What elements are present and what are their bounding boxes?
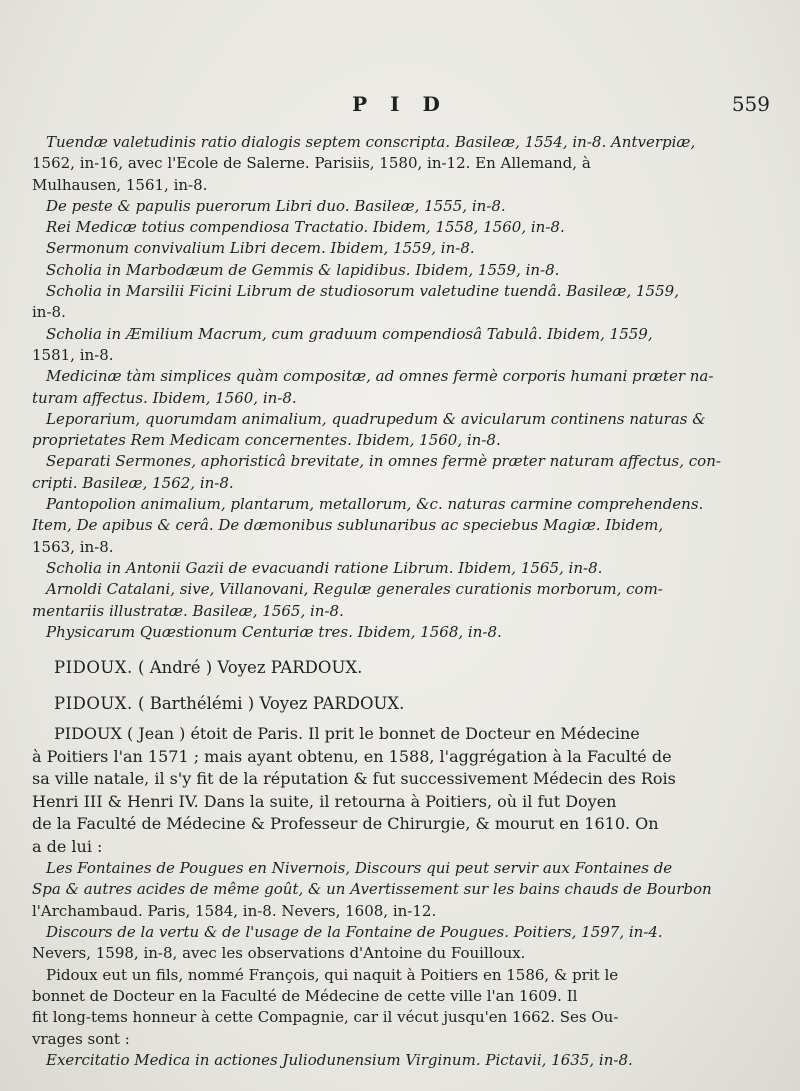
page-number: 559 (731, 92, 770, 116)
text-line: bonnet de Docteur en la Faculté de Médecine de cette ville l'an 1609. Il (32, 986, 578, 1005)
text-line: de la Faculté de Médecine & Professeur de Chirurgie, & mourut en 1610. On (32, 814, 659, 834)
text-line: 1563, in-8. (32, 537, 114, 556)
entry-text: ( Barthélémi ) Voyez PARDOUX. (138, 694, 405, 714)
text-line: Scholia in Marsilii Ficini Librum de studiosorum valetudine tuendâ. Basileæ, 1559, (46, 282, 679, 301)
text-line: De peste & papulis puerorum Libri duo. Basileæ, 1555, in-8. (46, 196, 506, 215)
text-line: a de lui : (32, 836, 103, 856)
text-line: à Poitiers l'an 1571 ; mais ayant obtenu, en 1588, l'aggrégation à la Faculté de (32, 746, 672, 766)
text-line: cripti. Basileæ, 1562, in-8. (32, 473, 234, 492)
text-line: vrages sont : (32, 1029, 130, 1048)
entry-pidoux-barthelemi (32, 693, 772, 715)
text-line: Separati Sermones, aphoristicâ brevitate, in omnes fermè præter naturam affectus, con- (46, 452, 721, 471)
text-line: l'Archambaud. Paris, 1584, in-8. Nevers, 1608, in-12. (32, 901, 437, 920)
text-line: Scholia in Marbodæum de Gemmis & lapidibus. Ibidem, 1559, in-8. (46, 260, 560, 279)
text-line: Item, De apibus & cerâ. De dæmonibus sublunaribus ac speciebus Magiæ. Ibidem, (32, 516, 664, 535)
text-line: Pidoux eut un fils, nommé François, qui naquit à Poitiers en 1586, & prit le (46, 965, 619, 984)
entry-name: PIDOUX. (54, 658, 133, 678)
text-line: Leporarium, quorumdam animalium, quadrupedum & avicularum continens naturas & (46, 409, 706, 428)
text-line: fit long-tems honneur à cette Compagnie, car il vécut jusqu'en 1662. Ses Ou- (32, 1008, 619, 1027)
entry-pidoux-andre (32, 657, 772, 679)
text-line: Mulhausen, 1561, in-8. (32, 175, 208, 194)
entry-text: ( André ) Voyez PARDOUX. (138, 658, 363, 678)
entry-pidoux-jean-heading: PIDOUX ( Jean ) étoit de Paris. Il prit le bonnet de Docteur en Médecine (54, 724, 640, 744)
text-line: Scholia in Æmilium Macrum, cum graduum compendiosâ Tabulâ. Ibidem, 1559, (46, 324, 653, 343)
text-line: 1581, in-8. (32, 345, 114, 364)
entry-name: PIDOUX. (54, 694, 133, 714)
text-line: Arnoldi Catalani, sive, Villanovani, Regulæ generales curationis morborum, com- (46, 580, 663, 599)
text-line: Les Fontaines de Pougues en Nivernois, Discours qui peut servir aux Fontaines de (46, 859, 673, 878)
text-line: Sermonum convivalium Libri decem. Ibidem, 1559, in-8. (46, 239, 475, 258)
text-line: sa ville natale, il s'y fit de la réputation & fut successivement Médecin des Rois (32, 769, 676, 789)
text-line: Rei Medicæ totius compendiosa Tractatio. Ibidem, 1558, 1560, in-8. (46, 218, 565, 237)
text-line: 1562, in-16, avec l'Ecole de Salerne. Parisiis, 1580, in-12. En Allemand, à (32, 154, 591, 173)
text-line: mentariis illustratæ. Basileæ, 1565, in-8. (32, 601, 344, 620)
text-body (32, 132, 772, 1071)
text-line: turam affectus. Ibidem, 1560, in-8. (32, 388, 297, 407)
text-line: in-8. (32, 303, 66, 322)
running-head: P I D (352, 92, 448, 116)
text-line: Scholia in Antonii Gazii de evacuandi ratione Librum. Ibidem, 1565, in-8. (46, 558, 603, 577)
text-line: proprietates Rem Medicam concernentes. Ibidem, 1560, in-8. (32, 431, 501, 450)
text-line: Physicarum Quæstionum Centuriæ tres. Ibidem, 1568, in-8. (46, 622, 502, 641)
text-line: Tuendæ valetudinis ratio dialogis septem conscripta. Basileæ, 1554, in-8. Antverpiæ, (46, 133, 696, 151)
text-line: Henri III & Henri IV. Dans la suite, il retourna à Poitiers, où il fut Doyen (32, 791, 617, 811)
text-line: Exercitatio Medica in actiones Juliodunensium Virginum. Pictavii, 1635, in-8. (46, 1050, 633, 1069)
text-line: Discours de la vertu & de l'usage de la Fontaine de Pougues. Poitiers, 1597, in-4. (46, 923, 663, 942)
text-line: Medicinæ tàm simplices quàm compositæ, ad omnes fermè corporis humani præter na- (46, 367, 714, 386)
text-line: Spa & autres acides de même goût, & un Avertissement sur les bains chauds de Bourbon (32, 880, 712, 899)
text-line: Pantopolion animalium, plantarum, metallorum, &c. naturas carmine comprehendens. (46, 495, 704, 514)
text-line: Nevers, 1598, in-8, avec les observations d'Antoine du Fouilloux. (32, 944, 526, 963)
